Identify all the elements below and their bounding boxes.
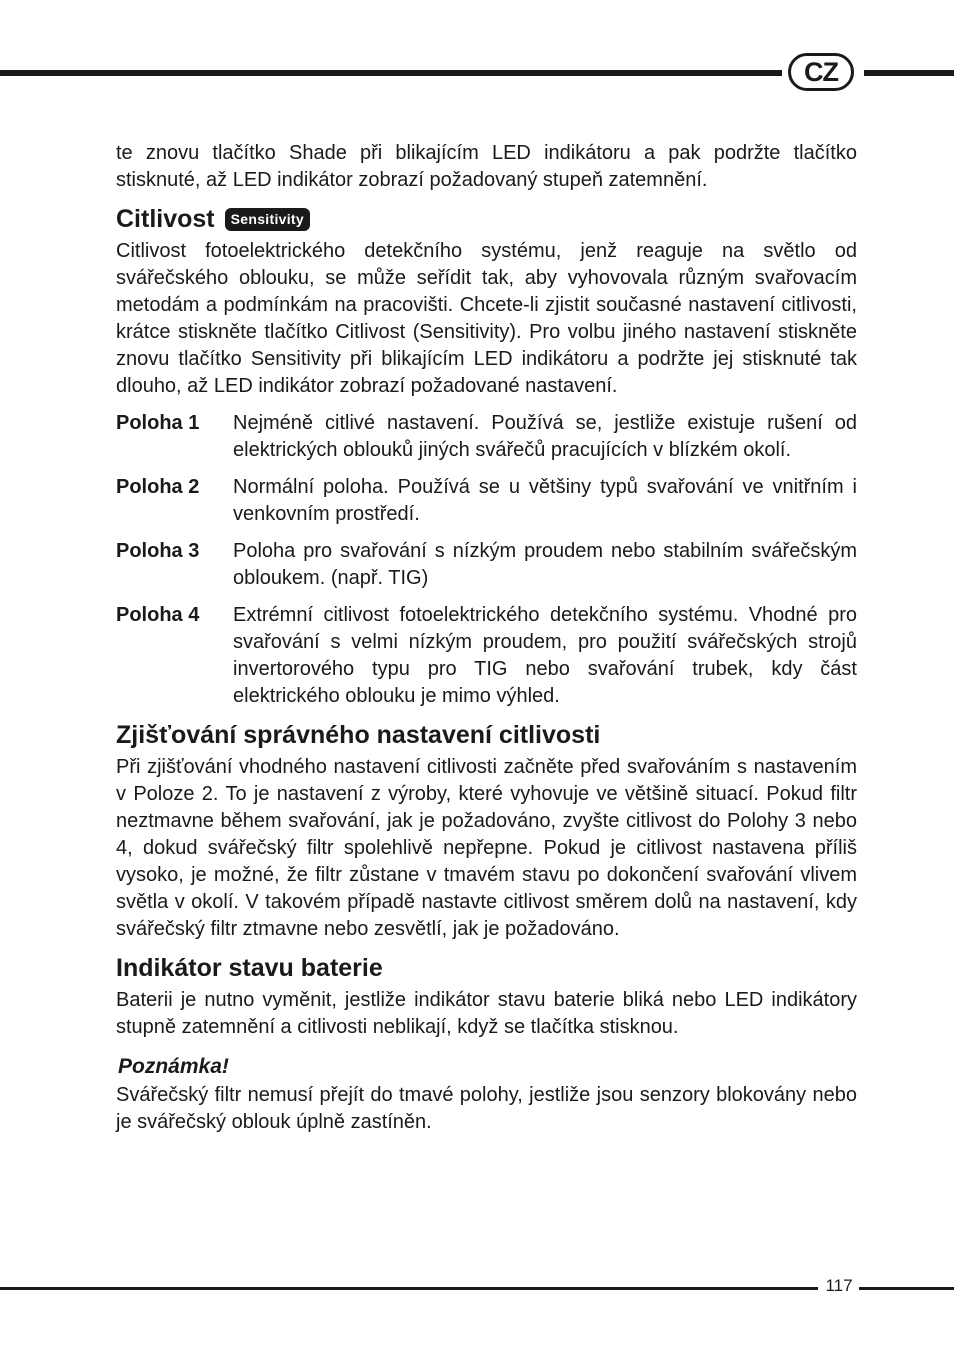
language-badge: CZ — [788, 53, 854, 91]
page-number: 117 — [825, 1276, 853, 1295]
positions-list — [116, 410, 857, 710]
note-paragraph: Svářečský filtr nemusí přejít do tmavé polohy, jestliže jsou senzory blokovány nebo je svářečský oblouk úplně zastíněn. — [116, 1084, 857, 1133]
position-description: Poloha pro svařování s nízkým proudem nebo stabilním svářečským obloukem. (např. TIG) — [233, 540, 857, 589]
position-term: Poloha 1 — [116, 412, 200, 434]
battery-heading-text: Indikátor stavu baterie — [116, 954, 383, 982]
position-item — [116, 410, 857, 464]
sensitivity-paragraph: Citlivost fotoelektrického detekčního systému, jenž reaguje na světlo od svářečského oblouku, se může seřídit tak, aby vyhovovala různým svařovacím metodám a podmínkám na pracovišti. Chcete-li zjistit současné nastavení citlivosti, krátce stiskněte tlačítko Citlivost (Sensitivity). Pro volbu jiného nastavení stiskněte znovu tlačítko Sensitivity při blikajícím LED indikátoru a podržte jej stisknuté tak dlouho, až LED indikátor zobrazí požadované nastavení. — [116, 240, 857, 397]
position-item — [116, 538, 857, 592]
note-title: Poznámka! — [118, 1055, 229, 1078]
header-rule-left — [0, 70, 782, 76]
footer-rule-left — [0, 1287, 818, 1290]
position-item — [116, 474, 857, 528]
sensitivity-button-icon: Sensitivity — [225, 208, 310, 231]
position-description: Nejméně citlivé nastavení. Používá se, jestliže existuje rušení od elektrických oblouků jiných svářečů pracujících v blízkém okolí. — [233, 412, 857, 461]
finding-heading — [116, 720, 857, 750]
finding-heading-text: Zjišťování správného nastavení citlivosti — [116, 721, 601, 749]
position-description: Extrémní citlivost fotoelektrického detekčního systému. Vhodné pro svařování s velmi nízkým proudem, pro použití svářečských strojů invertorového typu pro TIG nebo svařování trubek, kdy část elektrického oblouku je mimo výhled. — [233, 604, 857, 707]
sensitivity-heading — [116, 204, 857, 234]
position-item — [116, 602, 857, 710]
battery-paragraph: Baterii je nutno vyměnit, jestliže indikátor stavu baterie bliká nebo LED indikátory stupně zatemnění a citlivosti neblikají, když se tlačítka stisknou. — [116, 989, 857, 1038]
header-rule-right — [864, 70, 954, 76]
position-term: Poloha 2 — [116, 476, 200, 498]
sensitivity-heading-text: Citlivost — [116, 205, 215, 233]
battery-heading — [116, 953, 857, 983]
intro-paragraph: te znovu tlačítko Shade při blikajícím LED indikátoru a pak podržte tlačítko stisknuté, až LED indikátor zobrazí požadovaný stupeň zatemnění. — [116, 142, 857, 191]
page-content — [116, 140, 857, 1136]
position-term: Poloha 4 — [116, 604, 200, 626]
position-description: Normální poloha. Používá se u většiny typů svařování ve vnitřním i venkovním prostředí. — [233, 476, 857, 525]
footer-rule-right — [859, 1287, 954, 1290]
finding-paragraph: Při zjišťování vhodného nastavení citlivosti začněte před svařováním s nastavením v Poloze 2. To je nastavení z výroby, které vyhovuje ve většině situací. Pokud filtr neztmavne během svařování, jak je požadováno, zvyšte citlivost do Polohy 3 nebo 4, dokud svářečský filtr spolehlivě nepřepne. Pokud je citlivost nastavena příliš vysoko, je možné, že filtr zůstane v tmavém stavu po dokončení svařování vlivem světla v okolí. V takovém případě nastavte citlivost směrem dolů na nastavení, kdy svářečský filtr ztmavne nebo zesvětlí, jak je požadováno. — [116, 756, 857, 940]
position-term: Poloha 3 — [116, 540, 200, 562]
